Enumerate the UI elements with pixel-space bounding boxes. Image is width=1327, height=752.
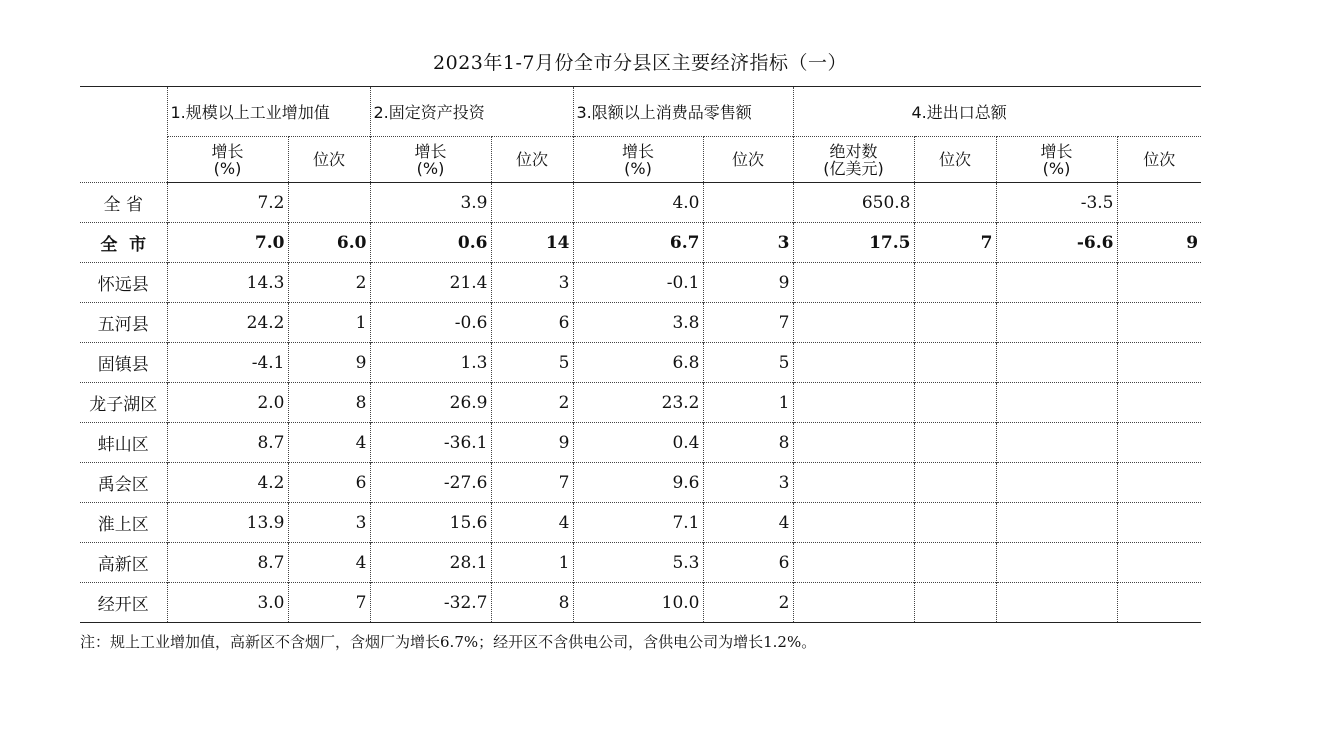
value-cell xyxy=(1117,583,1201,623)
table-row xyxy=(80,343,1201,383)
value-cell: 7 xyxy=(491,463,573,503)
value-cell xyxy=(793,503,914,543)
table-row xyxy=(80,303,1201,343)
region-name: 怀远县 xyxy=(80,263,167,303)
value-cell: 4 xyxy=(491,503,573,543)
value-cell: 9 xyxy=(491,423,573,463)
group-header-trade: 4.进出口总额 xyxy=(793,87,1201,137)
value-cell xyxy=(914,303,996,343)
value-cell xyxy=(914,583,996,623)
absolute-header xyxy=(793,137,914,183)
value-cell xyxy=(703,183,793,223)
value-cell: 26.9 xyxy=(370,383,491,423)
growth-label: 增长 xyxy=(211,141,244,161)
value-cell: 24.2 xyxy=(167,303,288,343)
value-cell: -3.5 xyxy=(996,183,1117,223)
value-cell: 6.7 xyxy=(573,223,703,263)
table-body xyxy=(80,183,1201,623)
rank-header: 位次 xyxy=(491,137,573,183)
value-cell: 2 xyxy=(491,383,573,423)
table-row xyxy=(80,543,1201,583)
value-cell xyxy=(793,383,914,423)
value-cell: 9 xyxy=(1117,223,1201,263)
value-cell xyxy=(996,343,1117,383)
value-cell: 4.0 xyxy=(573,183,703,223)
value-cell: 6 xyxy=(288,463,370,503)
value-cell: 8.7 xyxy=(167,423,288,463)
value-cell: 650.8 xyxy=(793,183,914,223)
table-row xyxy=(80,463,1201,503)
value-cell: -27.6 xyxy=(370,463,491,503)
value-cell: 3 xyxy=(288,503,370,543)
value-cell xyxy=(996,423,1117,463)
value-cell: 14.3 xyxy=(167,263,288,303)
value-cell: 7 xyxy=(288,583,370,623)
value-cell xyxy=(914,383,996,423)
value-cell xyxy=(996,543,1117,583)
value-cell: 5 xyxy=(491,343,573,383)
value-cell: 23.2 xyxy=(573,383,703,423)
value-cell: 7 xyxy=(703,303,793,343)
value-cell: 9 xyxy=(703,263,793,303)
value-cell: 8.7 xyxy=(167,543,288,583)
value-cell: 1 xyxy=(288,303,370,343)
table-row xyxy=(80,263,1201,303)
value-cell xyxy=(914,343,996,383)
value-cell xyxy=(996,263,1117,303)
region-name: 经开区 xyxy=(80,583,167,623)
value-cell xyxy=(1117,383,1201,423)
table-row xyxy=(80,423,1201,463)
value-cell: 3.8 xyxy=(573,303,703,343)
growth-label: 增长 xyxy=(621,141,654,161)
value-cell xyxy=(1117,183,1201,223)
group-header-industry: 1.规模以上工业增加值 xyxy=(167,87,370,137)
value-cell: 4 xyxy=(288,543,370,583)
table-row xyxy=(80,183,1201,223)
value-cell xyxy=(793,303,914,343)
value-cell: 14 xyxy=(491,223,573,263)
value-cell xyxy=(914,503,996,543)
subheader-row xyxy=(80,137,1201,183)
value-cell: 7.2 xyxy=(167,183,288,223)
value-cell: 8 xyxy=(288,383,370,423)
value-cell xyxy=(1117,343,1201,383)
value-cell: -0.6 xyxy=(370,303,491,343)
value-cell: 4 xyxy=(703,503,793,543)
value-cell xyxy=(1117,303,1201,343)
value-cell: 7.0 xyxy=(167,223,288,263)
value-cell xyxy=(1117,423,1201,463)
value-cell xyxy=(1117,263,1201,303)
value-cell: 6.0 xyxy=(288,223,370,263)
table-row xyxy=(80,223,1201,263)
value-cell xyxy=(793,463,914,503)
value-cell xyxy=(288,183,370,223)
growth-label: 增长 xyxy=(414,141,447,161)
value-cell: 9 xyxy=(288,343,370,383)
region-name: 全 市 xyxy=(80,223,167,263)
group-header-row xyxy=(80,87,1201,137)
value-cell xyxy=(491,183,573,223)
value-cell: 9.6 xyxy=(573,463,703,503)
value-cell: 1.3 xyxy=(370,343,491,383)
region-name: 五河县 xyxy=(80,303,167,343)
value-cell: 6 xyxy=(491,303,573,343)
indicator-table xyxy=(80,86,1201,623)
value-cell xyxy=(914,263,996,303)
value-cell: -32.7 xyxy=(370,583,491,623)
value-cell: 3 xyxy=(703,463,793,503)
value-cell: 2 xyxy=(703,583,793,623)
value-cell: 15.6 xyxy=(370,503,491,543)
value-cell: 4.2 xyxy=(167,463,288,503)
value-cell xyxy=(996,503,1117,543)
absolute-unit: (亿美元) xyxy=(823,158,884,178)
value-cell: 3.9 xyxy=(370,183,491,223)
growth-unit: (%) xyxy=(213,158,242,178)
value-cell: 2 xyxy=(288,263,370,303)
value-cell: 3 xyxy=(491,263,573,303)
region-name: 龙子湖区 xyxy=(80,383,167,423)
growth-unit: (%) xyxy=(1042,158,1071,178)
value-cell: 5.3 xyxy=(573,543,703,583)
value-cell: -6.6 xyxy=(996,223,1117,263)
value-cell xyxy=(793,423,914,463)
value-cell xyxy=(1117,503,1201,543)
value-cell: 17.5 xyxy=(793,223,914,263)
value-cell: 4 xyxy=(288,423,370,463)
value-cell: -36.1 xyxy=(370,423,491,463)
value-cell: -4.1 xyxy=(167,343,288,383)
value-cell: 13.9 xyxy=(167,503,288,543)
value-cell xyxy=(914,183,996,223)
value-cell xyxy=(793,343,914,383)
growth-label: 增长 xyxy=(1040,141,1073,161)
value-cell: -0.1 xyxy=(573,263,703,303)
footnote: 注：规上工业增加值，高新区不含烟厂，含烟厂为增长6.7%；经开区不含供电公司，含供电公司为增长1.2%。 xyxy=(80,633,817,651)
value-cell xyxy=(793,543,914,583)
value-cell: 6.8 xyxy=(573,343,703,383)
value-cell xyxy=(914,463,996,503)
rank-header: 位次 xyxy=(914,137,996,183)
growth-header xyxy=(996,137,1117,183)
value-cell: 10.0 xyxy=(573,583,703,623)
rank-header: 位次 xyxy=(1117,137,1201,183)
value-cell: 1 xyxy=(703,383,793,423)
growth-header xyxy=(370,137,491,183)
value-cell: 6 xyxy=(703,543,793,583)
value-cell xyxy=(914,543,996,583)
value-cell xyxy=(996,383,1117,423)
absolute-label: 绝对数 xyxy=(829,141,878,161)
value-cell: 8 xyxy=(703,423,793,463)
region-name: 全 省 xyxy=(80,183,167,223)
value-cell: 1 xyxy=(491,543,573,583)
value-cell: 5 xyxy=(703,343,793,383)
rank-header: 位次 xyxy=(703,137,793,183)
value-cell: 28.1 xyxy=(370,543,491,583)
value-cell xyxy=(793,583,914,623)
value-cell xyxy=(1117,463,1201,503)
table-row xyxy=(80,383,1201,423)
value-cell: 8 xyxy=(491,583,573,623)
growth-header xyxy=(573,137,703,183)
growth-header xyxy=(167,137,288,183)
value-cell: 2.0 xyxy=(167,383,288,423)
value-cell: 7 xyxy=(914,223,996,263)
value-cell xyxy=(914,423,996,463)
page-title: 2023年1-7月份全市分县区主要经济指标（一） xyxy=(433,52,847,74)
growth-unit: (%) xyxy=(416,158,445,178)
region-name: 淮上区 xyxy=(80,503,167,543)
group-header-investment: 2.固定资产投资 xyxy=(370,87,573,137)
group-header-retail: 3.限额以上消费品零售额 xyxy=(573,87,793,137)
growth-unit: (%) xyxy=(624,158,652,178)
value-cell: 0.6 xyxy=(370,223,491,263)
region-name: 固镇县 xyxy=(80,343,167,383)
region-name: 蚌山区 xyxy=(80,423,167,463)
value-cell: 3.0 xyxy=(167,583,288,623)
value-cell: 21.4 xyxy=(370,263,491,303)
value-cell: 7.1 xyxy=(573,503,703,543)
value-cell xyxy=(793,263,914,303)
table-row xyxy=(80,583,1201,623)
region-name: 禹会区 xyxy=(80,463,167,503)
value-cell xyxy=(1117,543,1201,583)
value-cell xyxy=(996,463,1117,503)
value-cell: 0.4 xyxy=(573,423,703,463)
rank-header: 位次 xyxy=(288,137,370,183)
value-cell xyxy=(996,303,1117,343)
table-row xyxy=(80,503,1201,543)
value-cell: 3 xyxy=(703,223,793,263)
region-name: 高新区 xyxy=(80,543,167,583)
corner-cell xyxy=(80,87,167,183)
value-cell xyxy=(996,583,1117,623)
